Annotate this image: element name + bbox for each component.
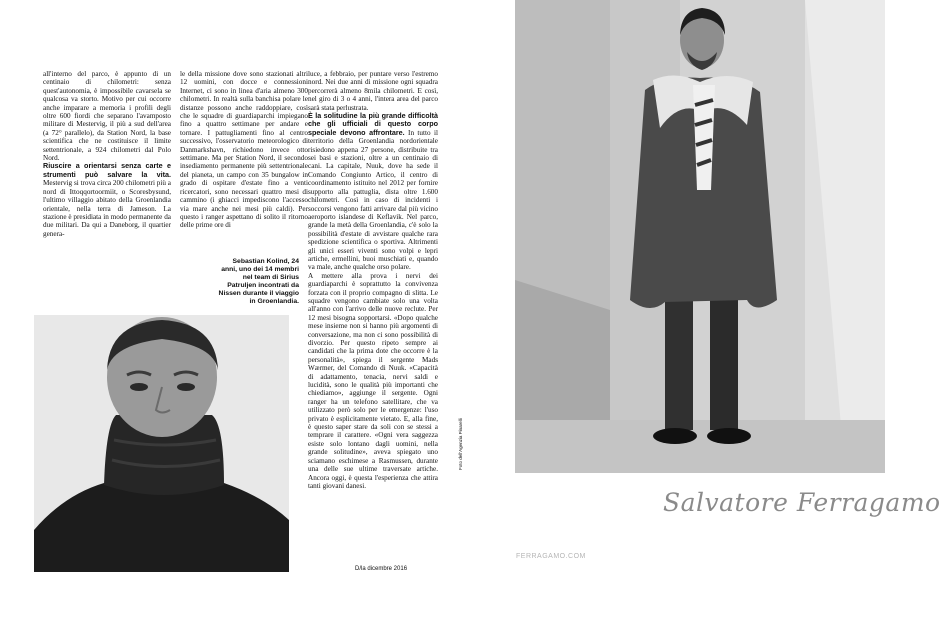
subheading-orientation: Riuscire a orientarsi senza carte e strumenti può salvare la vita. bbox=[43, 161, 171, 179]
folio: D/la dicembre 2016 bbox=[355, 566, 408, 572]
photo-credit: Foto dell'Agenzia Pinarelli bbox=[458, 418, 463, 470]
article-column-3 bbox=[308, 70, 438, 490]
column-2-text: le della missione dove sono stazionati altri 12 uomini, con docce e connessioni Internet, ci sono in linea d'aria almeno 300 chilometri. In realtà sulla banchisa polare le distanze possono anche raddoppiare, così che le squadre di guardiaparchi impiegano fino a quattro settimane per andare e tornare. I pattugliamenti fino al centro successivo, l'osservatorio meteorologico di Danmarkshavn, richiedono invece otto settimane. Ma per Station Nord, il secondo insediamento permanente più settentrionale del pianeta, un campo con 35 bungalow in grado di ospitare d'estate fino a venti ricercatori, sono necessari quattro mesi di cammino (i ghiacci impediscono l'accesso via mare anche nei mesi più caldi). Per questo i ranger aspettano di solito il ritorno delle prime ore di bbox=[180, 70, 308, 230]
column-3-text-a: luce, a febbraio, per puntare verso l'estremo nord. Nei due anni di missione ogni squadra percorrerà almeno 8mila chilometri. E così, nel giro di 3 o 4 anni, l'intera area del parco sarà stata perlustrata. bbox=[308, 70, 438, 112]
ad-illustration bbox=[515, 0, 885, 473]
portrait-illustration bbox=[34, 315, 289, 572]
column-3-text-c: A mettere alla prova i nervi dei guardiaparchi è soprattutto la convivenza forzata con il proprio compagno di slitta. Le squadre vengono cambiate solo una volta all'anno con l'arrivo delle nuove reclute. Per 12 mesi bisogna sopportarsi. «Dopo qualche mese insieme non si hanno più argomenti di conversazione, ma non ci sono possibilità di divorzio. Per questo ripeto sempre ai candidati che la prima dote che occorre è la personalità», spiega il sergente Mads Wærmer, del Comando di Nuuk. «Capacità di adattamento, tenacia, nervi saldi e lucidità, sono le qualità più importanti che chiediamo», aggiunge il sergente. Ogni ranger ha un telefono satellitare, che va utilizzato però solo per le emergenze: l'uso privato è esplicitamente vietato. E, alla fine, è questo saper stare da soli con se stessi a temprare il carattere. «Ogni vera saggezza esiste solo lontano dagli uomini, nella grande solitudine», aveva spiegato uno sciamano eschimese a Rasmussen, durante una delle sue ultime traversate artiche. Ancora oggi, è questa l'esperienza che attira tanti giovani danesi. bbox=[308, 271, 438, 490]
article-column-2 bbox=[180, 70, 308, 230]
brand-website: FERRAGAMO.COM bbox=[516, 553, 586, 560]
subheading-solitude: È la solitudine la più grande difficoltà che gli ufficiali di questo corpo speciale devono affrontare. bbox=[308, 111, 438, 137]
column-1-text-b: Mestervig si trova circa 200 chilometri più a nord di Ittoqqortoormiit, o Scoresbysund, l'ultimo villaggio abitato della Groenlandia orientale, nella terra di Jameson. La stazione è presidiata in modo permanente da due militari. Da qui a Daneborg, il quartier genera- bbox=[43, 179, 171, 238]
photo-caption: Sebastian Kolind, 24 anni, uno dei 14 membri nel team di Sirius Patruljen incontrati da Nissen durante il viaggio in Groenlandia. bbox=[218, 258, 299, 305]
brand-logo: Salvatore Ferragamo bbox=[663, 488, 941, 517]
advertisement-photo bbox=[515, 0, 885, 473]
column-3-text-b: In tutto il territorio della Groenlandia nordorientale risiedono appena 27 persone, distribuite tra sei basi e stazioni, oltre a un centinaio di cani. La capitale, Nuuk, dove ha sede il Comando Congiunto Artico, il centro di coordinamento istituito nel 2012 per fornire supporto alla pattuglia, dista oltre 1.600 chilometri. Così in caso di incidenti i soccorsi vengono fatti arrivare dal più vicino aeroporto islandese di Keflavik. Nel parco, grande la metà della Groenlandia, c'è solo la possibilità d'estate di avvistare qualche rara spedizione scientifica o sportiva. Altrimenti gli unici esseri viventi sono volpi e lepri artiche, ermellini, buoi muschiati e, quando va male, anche qualche orso polare. bbox=[308, 128, 438, 272]
column-1-text-a: all'interno del parco, è appunto di un centinaio di chilometri: senza quest'autonomia, è impossibile cavarsela se qualcosa va storto. Motivo per cui occorre anche imparare a memoria i profili degli oltre 600 fiordi che separano l'avamposto militare di Mestervig, il più a sud dell'area (a 72° parallelo), da Station Nord, la base scientifica che ne costituisce il limite settentrionale, a 924 chilometri dal Polo Nord. bbox=[43, 70, 171, 163]
article-column-1 bbox=[43, 70, 171, 238]
portrait-photo bbox=[34, 315, 289, 572]
